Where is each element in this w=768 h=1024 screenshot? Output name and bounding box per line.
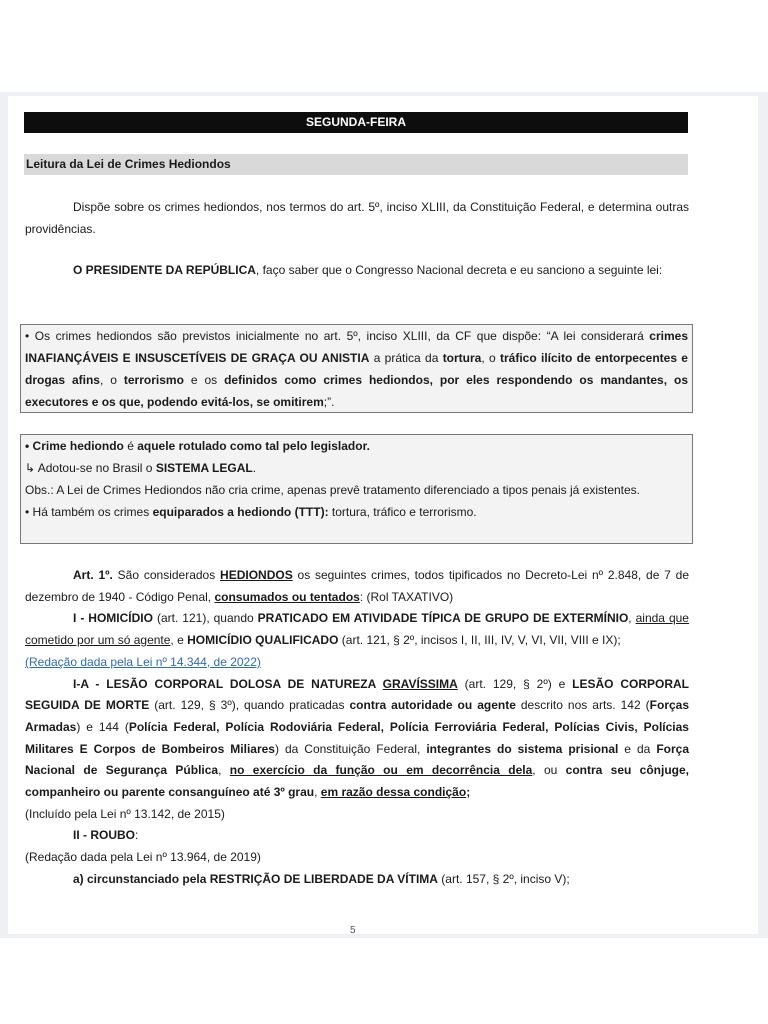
equiparados-line: • Há também os crimes equiparados a hediondo (TTT): tortura, tráfico e terrorismo. <box>25 505 477 519</box>
redacao-link-14344[interactable]: (Redação dada pela Lei nº 14.344, de 2022) <box>25 654 261 669</box>
presidente-paragraph <box>25 259 689 281</box>
obs-line: Obs.: A Lei de Crimes Hediondos não cria crime, apenas prevê tratamento diferenciado a tipos penais já existentes. <box>25 483 641 497</box>
alinea-a: a) circunstanciado pela RESTRIÇÃO DE LIBERDADE DA VÍTIMA (art. 157, § 2º, inciso V); <box>73 871 570 886</box>
note-box-definition <box>20 434 693 544</box>
page-number: 5 <box>350 925 356 936</box>
note-box-cf <box>20 324 693 413</box>
ementa-paragraph: Dispõe sobre os crimes hediondos, nos termos do art. 5º, inciso XLIII, da Constituição Federal, e determina outras providências. <box>25 200 689 236</box>
definition-line: • Crime hediondo é aquele rotulado como tal pelo legislador. <box>25 439 370 453</box>
redacao-13964: (Redação dada pela Lei nº 13.964, de 2019) <box>25 850 261 865</box>
section-title: Leitura da Lei de Crimes Hediondos <box>24 154 688 175</box>
sistema-legal-line: ↳ Adotou-se no Brasil o SISTEMA LEGAL. <box>25 461 257 475</box>
inciso-1a-paragraph: I-A - LESÃO CORPORAL DOLOSA DE NATUREZA GRAVÍSSIMA (art. 129, § 2º) e LESÃO CORPORAL SEGUIDA DE MORTE (art. 129, § 3º), quando praticadas contra autoridade ou agente descrito nos arts. 142 (Forças Armadas) e 144 (Polícia Federal, Polícia Rodoviária Federal, Polícia Ferroviária Federal, Polícias Civis, Polícias Militares E Corpos de Bombeiros Miliares) da Constituição Federal, integrantes do sistema prisional e da Força Nacional de Segurança Pública, no exercício da função ou em decorrência dela, ou contra seu cônjuge, companheiro ou parente consanguíneo até 3º grau, em razão dessa condição; <box>25 676 690 800</box>
presidente-rest: , faço saber que o Congresso Nacional decreta e eu sanciono a seguinte lei: <box>255 263 663 277</box>
arrow-icon: ↳ <box>25 461 36 475</box>
inciso-2-heading: II - ROUBO: <box>73 828 139 843</box>
presidente-bold: O PRESIDENTE DA REPÚBLICA <box>73 263 256 277</box>
note-box-cf-text: • Os crimes hediondos são previstos inicialmente no art. 5º, inciso XLIII, da CF que dispõe: “A lei considerará crimes INAFIANÇÁVEIS E INSUSCETÍVEIS DE GRAÇA OU ANISTIA a prática da tortura, o tráfico ilícito de entorpecentes e drogas afins, o terrorismo e os definidos como crimes hediondos, por eles respondendo os mandantes, os executores e os que, podendo evitá-los, se omitirem;”. <box>25 329 688 409</box>
art1-paragraph: Art. 1º. São considerados HEDIONDOS os seguintes crimes, todos tipificados no Decreto-Lei nº 2.848, de 7 de dezembro de 1940 - Código Penal, consumados ou tentados: (Rol TAXATIVO) <box>25 568 689 604</box>
day-header: SEGUNDA-FEIRA <box>24 112 688 133</box>
incluido-note: (Incluído pela Lei nº 13.142, de 2015) <box>25 806 225 821</box>
articles-body <box>25 565 689 891</box>
inciso-1-paragraph: I - HOMICÍDIO (art. 121), quando PRATICADO EM ATIVIDADE TÍPICA DE GRUPO DE EXTERMÍNIO, ainda que cometido por um só agente, e HOMICÍDIO QUALIFICADO (art. 121, § 2º, incisos I, II, III, IV, V, VI, VII, VIII e IX); <box>25 611 689 648</box>
